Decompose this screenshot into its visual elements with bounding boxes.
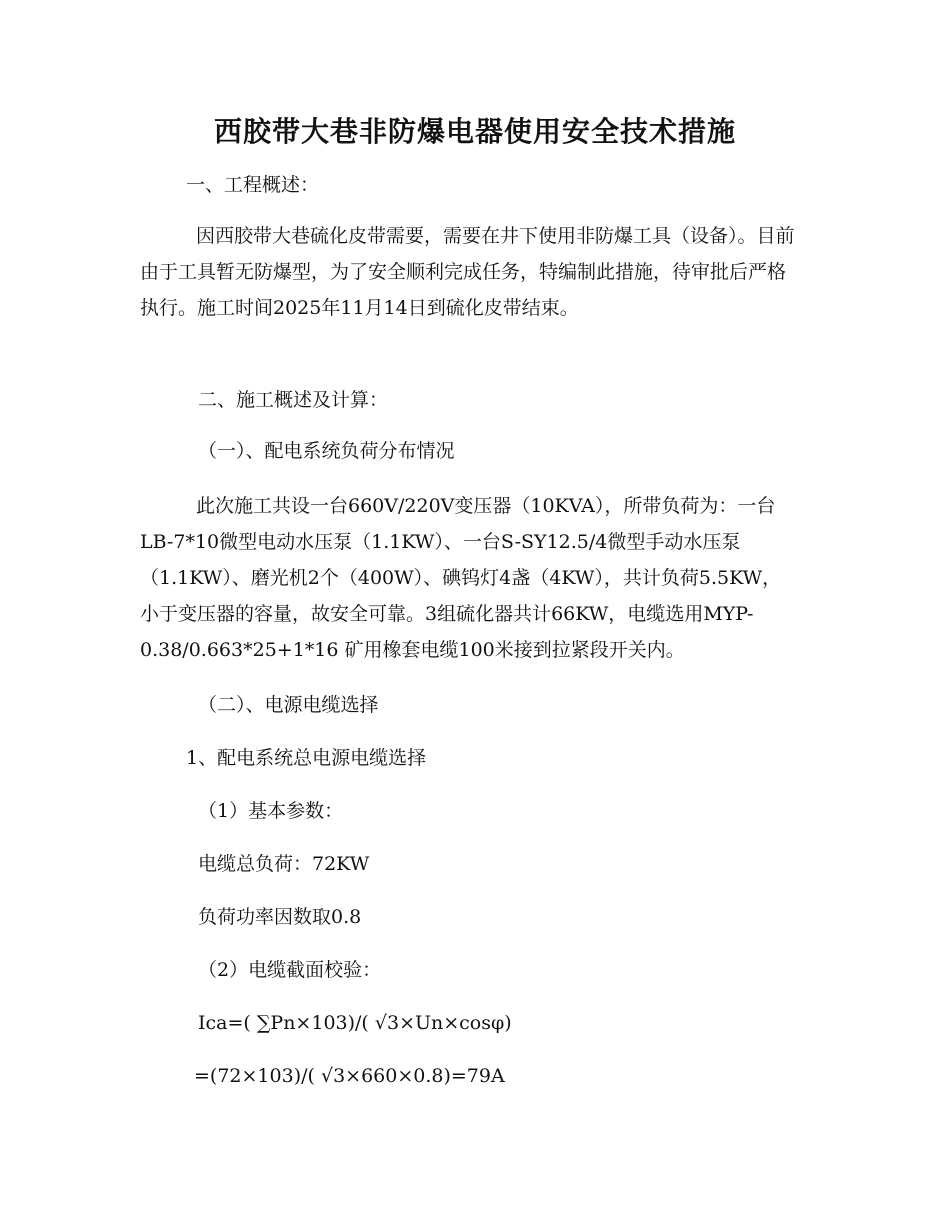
power-factor: 负荷功率因数取0.8 <box>198 906 362 928</box>
sub1-heading: （一）、配电系统负荷分布情况 <box>198 440 455 462</box>
section2-heading: 二、施工概述及计算： <box>198 389 389 411</box>
sub2-heading: （二）、电源电缆选择 <box>198 694 379 716</box>
sub1-text: 此次施工共设一台660V/220V变压器（10KVA），所带负荷为：一台LB-7*10微型电动水压泵（1.1KW）、一台S-SY12.5/4微型手动水压泵（1.1KW）、磨光机2个（400W）、碘钨灯4盏（4KW），共计负荷5.5KW，小于变压器的容量，故安全可靠。3组硫化器共计66KW，电缆选用MYP-0.38/0.663*25+1*16 矿用橡套电缆100米接到拉紧段开关内。 <box>140 495 782 661</box>
total-load: 电缆总负荷：72KW <box>198 853 370 875</box>
section1-paragraph <box>140 218 800 326</box>
formula-1: Ica=( ∑Pn×103)/( √3×Un×cosφ) <box>198 1012 512 1034</box>
section1-text: 因西胶带大巷硫化皮带需要，需要在井下使用非防爆工具（设备）。目前由于工具暂无防爆型，为了安全顺利完成任务，特编制此措施，待审批后严格执行。施工时间2025年11月14日到硫化皮带结束。 <box>140 225 795 319</box>
formula-2: =(72×103)/( √3×660×0.8)=79A <box>194 1065 505 1087</box>
item1-heading: 1、配电系统总电源电缆选择 <box>186 747 427 769</box>
document-title: 西胶带大巷非防爆电器使用安全技术措施 <box>213 115 736 148</box>
check-heading: （2）电缆截面校验： <box>198 959 382 981</box>
section1-heading: 一、工程概述： <box>186 174 320 196</box>
sub1-paragraph <box>140 488 800 668</box>
basic-params-heading: （1）基本参数： <box>198 800 344 822</box>
